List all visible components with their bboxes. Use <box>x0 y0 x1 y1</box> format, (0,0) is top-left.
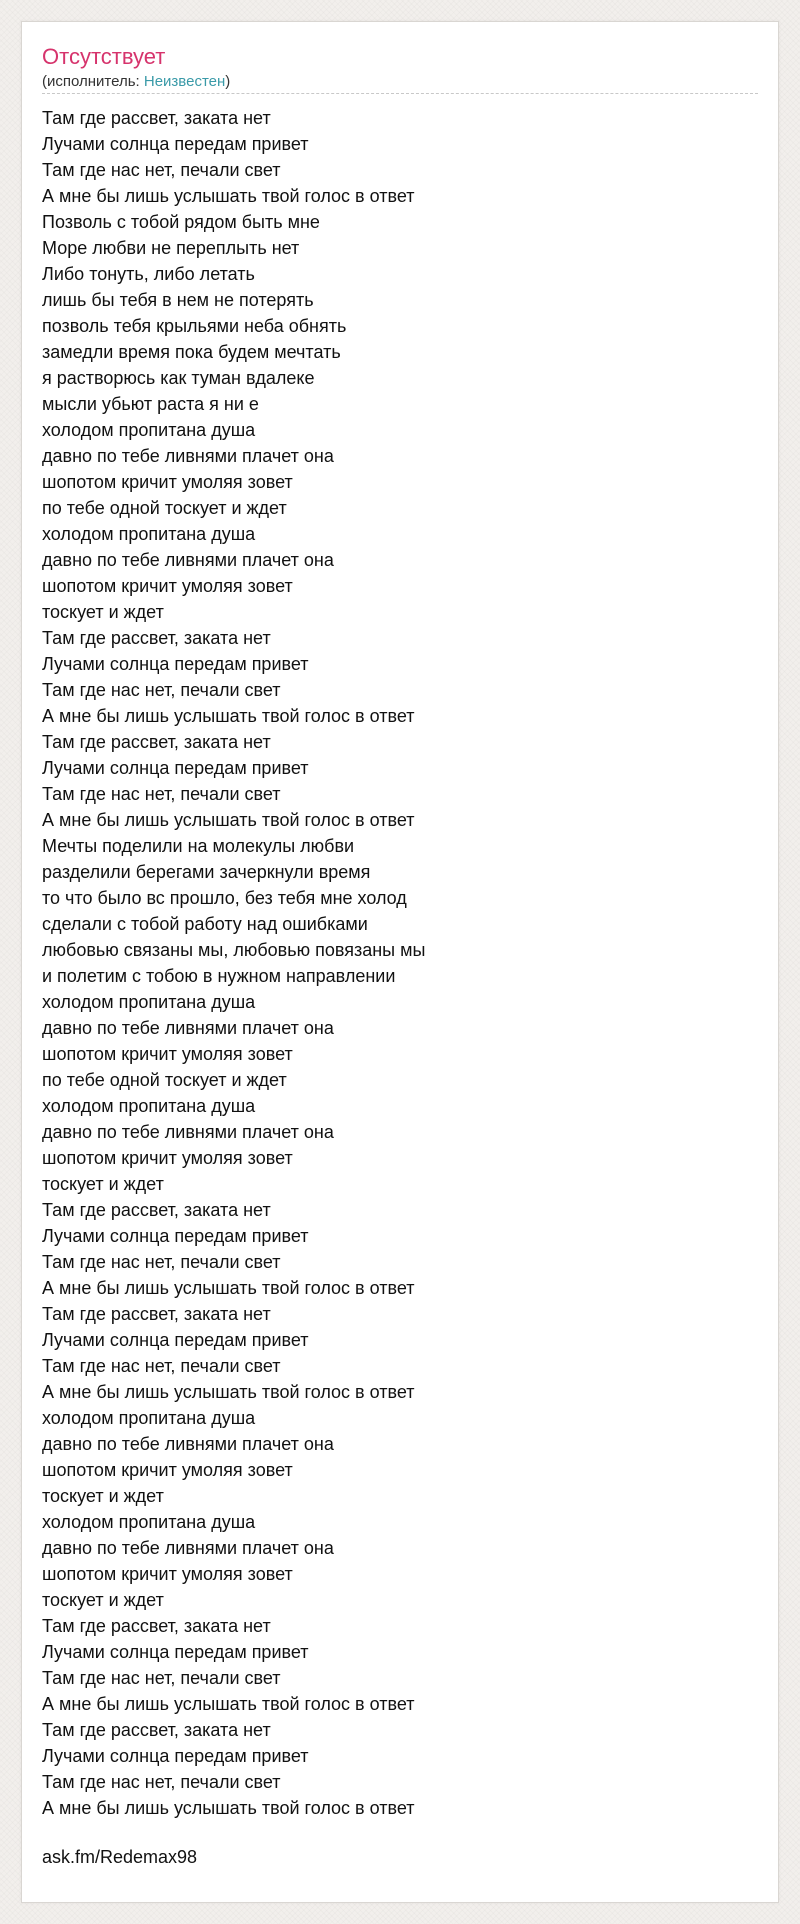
lyric-line: А мне бы лишь услышать твой голос в ответ <box>42 810 415 830</box>
lyric-line: Лучами солнца передам привет <box>42 1746 309 1766</box>
artist-line <box>42 73 230 91</box>
lyric-line: Там где рассвет, заката нет <box>42 1616 271 1636</box>
lyric-line: по тебе одной тоскует и ждет <box>42 1070 287 1090</box>
lyric-line: Лучами солнца передам привет <box>42 134 309 154</box>
lyric-line: Там где рассвет, заката нет <box>42 628 271 648</box>
lyric-line: шопотом кричит умоляя зовет <box>42 472 293 492</box>
lyric-line: холодом пропитана душа <box>42 992 256 1012</box>
lyric-line: давно по тебе ливнями плачет она <box>42 550 334 570</box>
lyric-line: Там где нас нет, печали свет <box>42 680 281 700</box>
lyric-line: и полетим с тобою в нужном направлении <box>42 966 396 986</box>
lyric-line: Лучами солнца передам привет <box>42 758 309 778</box>
lyric-line: А мне бы лишь услышать твой голос в ответ <box>42 1798 415 1818</box>
lyric-line: Там где нас нет, печали свет <box>42 1252 281 1272</box>
lyric-line: Лучами солнца передам привет <box>42 654 309 674</box>
lyric-line: давно по тебе ливнями плачет она <box>42 1018 334 1038</box>
artist-suffix: ) <box>225 73 231 90</box>
lyric-line: А мне бы лишь услышать твой голос в ответ <box>42 1278 415 1298</box>
lyric-line: позволь тебя крыльями неба обнять <box>42 316 347 336</box>
lyric-line: давно по тебе ливнями плачет она <box>42 1122 334 1142</box>
lyric-line: Там где нас нет, печали свет <box>42 784 281 804</box>
lyric-line: холодом пропитана душа <box>42 524 256 544</box>
lyric-line: шопотом кричит умоляя зовет <box>42 1044 293 1064</box>
lyric-line: Там где нас нет, печали свет <box>42 1668 281 1688</box>
lyric-line: лишь бы тебя в нем не потерять <box>42 290 314 310</box>
lyric-line: А мне бы лишь услышать твой голос в ответ <box>42 186 415 206</box>
lyric-line: я растворюсь как туман вдалеке <box>42 368 315 388</box>
lyric-line: шопотом кричит умоляя зовет <box>42 1564 293 1584</box>
lyric-line: Там где нас нет, печали свет <box>42 1356 281 1376</box>
lyric-line: А мне бы лишь услышать твой голос в ответ <box>42 706 415 726</box>
lyrics-text <box>42 105 758 1821</box>
lyrics-card <box>21 21 779 1903</box>
lyric-line: Либо тонуть, либо летать <box>42 264 255 284</box>
lyric-line: тоскует и ждет <box>42 602 164 622</box>
lyric-line: А мне бы лишь услышать твой голос в ответ <box>42 1694 415 1714</box>
lyric-line: мысли убьют раста я ни е <box>42 394 259 414</box>
lyric-line: тоскует и ждет <box>42 1590 164 1610</box>
artist-link[interactable]: Неизвестен <box>143 73 226 90</box>
lyric-line: Лучами солнца передам привет <box>42 1226 309 1246</box>
title-divider <box>42 93 758 94</box>
lyric-line: по тебе одной тоскует и ждет <box>42 498 287 518</box>
lyric-line: Там где рассвет, заката нет <box>42 1304 271 1324</box>
lyric-line: холодом пропитана душа <box>42 420 256 440</box>
lyric-line: то что было вс прошло, без тебя мне холод <box>42 888 407 908</box>
lyric-line: холодом пропитана душа <box>42 1512 256 1532</box>
lyric-line: сделали с тобой работу над ошибками <box>42 914 368 934</box>
lyric-line: шопотом кричит умоляя зовет <box>42 576 293 596</box>
lyric-line: Там где рассвет, заката нет <box>42 732 271 752</box>
lyric-line: давно по тебе ливнями плачет она <box>42 1434 334 1454</box>
lyric-line: Там где нас нет, печали свет <box>42 160 281 180</box>
lyric-line: тоскует и ждет <box>42 1174 164 1194</box>
lyric-line: тоскует и ждет <box>42 1486 164 1506</box>
lyric-line: Там где нас нет, печали свет <box>42 1772 281 1792</box>
lyric-line: шопотом кричит умоляя зовет <box>42 1148 293 1168</box>
lyric-line: разделили берегами зачеркнули время <box>42 862 371 882</box>
lyric-line: Лучами солнца передам привет <box>42 1330 309 1350</box>
lyric-line: замедли время пока будем мечтать <box>42 342 341 362</box>
artist-prefix: (исполнитель: <box>42 73 144 90</box>
lyric-line: Лучами солнца передам привет <box>42 1642 309 1662</box>
lyric-line: давно по тебе ливнями плачет она <box>42 1538 334 1558</box>
lyric-line: Там где рассвет, заката нет <box>42 1200 271 1220</box>
song-title: Отсутствует <box>42 44 166 69</box>
lyric-line: шопотом кричит умоляя зовет <box>42 1460 293 1480</box>
lyric-line: холодом пропитана душа <box>42 1096 256 1116</box>
lyric-line: давно по тебе ливнями плачет она <box>42 446 334 466</box>
lyric-line: Мечты поделили на молекулы любви <box>42 836 355 856</box>
source-link[interactable]: ask.fm/Redemax98 <box>42 1847 198 1867</box>
lyric-line: Позволь с тобой рядом быть мне <box>42 212 320 232</box>
lyric-line: Там где рассвет, заката нет <box>42 1720 271 1740</box>
lyric-line: А мне бы лишь услышать твой голос в ответ <box>42 1382 415 1402</box>
lyric-line: Там где рассвет, заката нет <box>42 108 271 128</box>
lyric-line: Море любви не переплыть нет <box>42 238 300 258</box>
lyric-line: любовью связаны мы, любовью повязаны мы <box>42 940 426 960</box>
lyric-line: холодом пропитана душа <box>42 1408 256 1428</box>
